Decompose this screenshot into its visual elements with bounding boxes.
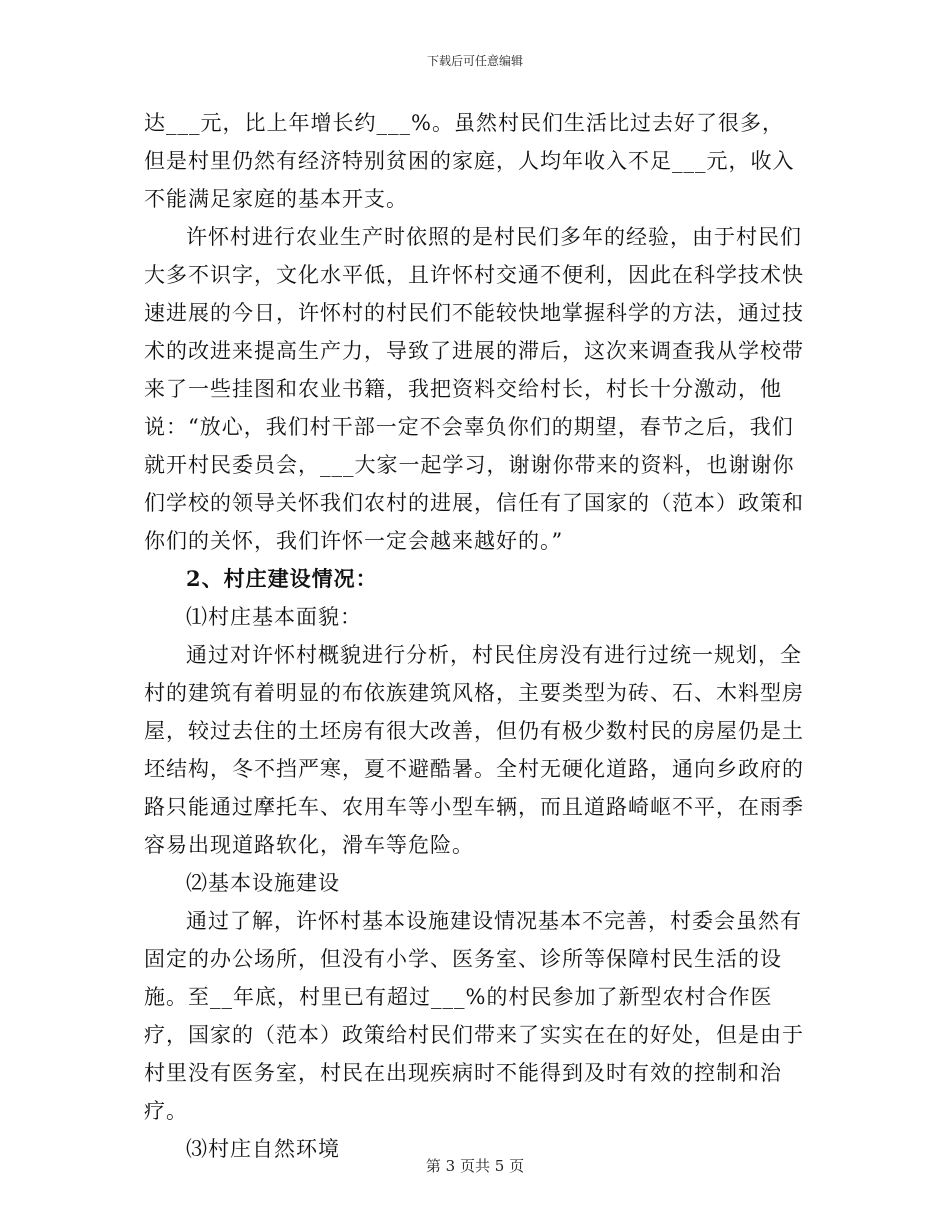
- document-body: [144, 104, 804, 1168]
- paragraph-infrastructure: 通过了解，许怀村基本设施建设情况基本不完善，村委会虽然有固定的办公场所，但没有小学、医务室、诊所等保障村民生活的设施。至__年底，村里已有超过___%的村民参加了新型农村合作医疗，国家的（范本）政策给村民们带来了实实在在的好处，但是由于村里没有医务室，村民在出现疾病时不能得到及时有效的控制和治疗。: [144, 909, 804, 1123]
- paragraph-appearance: 通过对许怀村概貌进行分析，村民住房没有进行过统一规划，全村的建筑有着明显的布依族建筑风格，主要类型为砖、石、木料型房屋，较过去住的土坯房有很大改善，但仍有极少数村民的房屋仍是土坯结构，冬不挡严寒，夏不避酷暑。全村无硬化道路，通向乡政府的路只能通过摩托车、农用车等小型车辆，而且道路崎岖不平，在雨季容易出现道路软化，滑车等危险。: [144, 643, 804, 857]
- subheading-basic-appearance: ⑴村庄基本面貌：: [186, 605, 362, 629]
- subheading-infrastructure: ⑵基本设施建设: [186, 871, 340, 895]
- page-footer: 第 3 页共 5 页: [425, 1157, 525, 1175]
- section-heading-village-construction: 2、村庄建设情况：: [186, 566, 378, 591]
- subheading-natural-environment: ⑶村庄自然环境: [186, 1137, 340, 1161]
- paragraph-income: 达___元，比上年增长约___%。虽然村民们生活比过去好了很多，但是村里仍然有经济特别贫困的家庭，人均年收入不足___元，收入不能满足家庭的基本开支。: [144, 111, 795, 211]
- paragraph-agriculture: 许怀村进行农业生产时依照的是村民们多年的经验，由于村民们大多不识字，文化水平低，且许怀村交通不便利，因此在科学技术快速进展的今日，许怀村的村民们不能较快地掌握科学的方法，通过技术的改进来提高生产力，导致了进展的滞后，这次来调查我从学校带来了一些挂图和农业书籍，我把资料交给村长，村长十分激动，他说：“放心，我们村干部一定不会辜负你们的期望，春节之后，我们就开村民委员会，___大家一起学习，谢谢你带来的资料，也谢谢你们学校的领导关怀我们农村的进展，信任有了国家的（范本）政策和你们的关怀，我们许怀一定会越来越好的。”: [144, 225, 804, 553]
- page-header: 下载后可任意编辑: [426, 54, 523, 68]
